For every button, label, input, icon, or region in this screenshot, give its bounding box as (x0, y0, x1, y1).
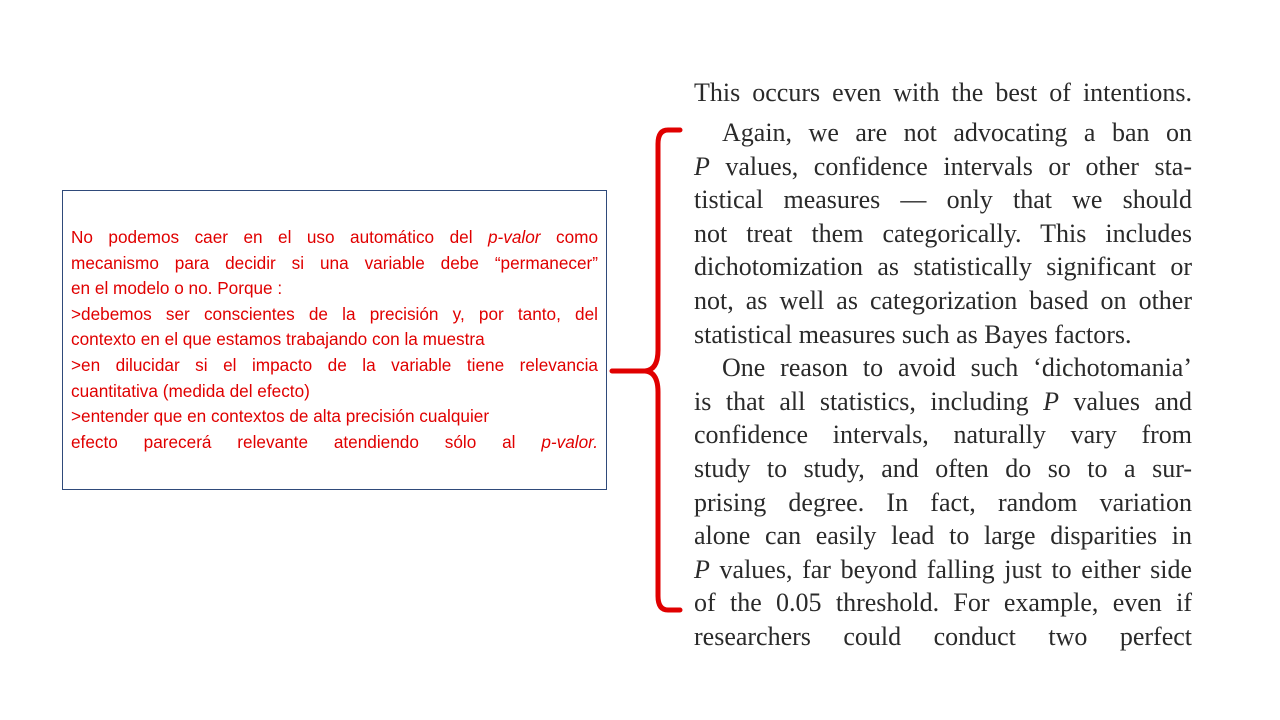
note-line: >debemos ser conscientes de la precisión y, por tanto, del (71, 303, 598, 324)
note-box (62, 190, 607, 490)
excerpt-line: P values, far beyond falling just to either side (694, 554, 1192, 584)
note-line: efecto parecerá relevante atendiendo sólo al p-valor. (71, 431, 598, 452)
excerpt-line: One reason to avoid such ‘dichotomania’ (722, 353, 1192, 383)
curly-brace-icon (600, 120, 690, 620)
excerpt-line: confidence intervals, naturally vary from (694, 420, 1192, 450)
excerpt-line: Again, we are not advocating a ban on (722, 118, 1192, 147)
excerpt-line: of the 0.05 threshold. For example, even if (694, 588, 1192, 618)
excerpt-line: not, as well as categorization based on other (694, 285, 1192, 315)
excerpt-body (694, 116, 1192, 654)
excerpt-cut-line-top: This occurs even with the best of intentions. (694, 78, 1192, 107)
excerpt-line: prising degree. In fact, random variation (694, 487, 1192, 517)
note-line: No podemos caer en el uso automático del p-valor como (71, 227, 598, 247)
article-excerpt (694, 78, 1192, 651)
excerpt-cut-line-bottom: researchers could conduct two perfect (694, 621, 1192, 651)
excerpt-line: dichotomization as statistically significant or (694, 252, 1192, 282)
note-line: >en dilucidar si el impacto de la variable tiene relevancia (71, 354, 598, 375)
note-line: en el modelo o no. Porque : (71, 278, 283, 299)
excerpt-line: is that all statistics, including P values and (694, 386, 1192, 416)
note-line: cuantitativa (medida del efecto) (71, 380, 310, 401)
excerpt-line: statistical measures such as Bayes factors. (694, 319, 1132, 349)
excerpt-line: not treat them categorically. This includes (694, 218, 1192, 248)
excerpt-line: tistical measures — only that we should (694, 185, 1192, 215)
excerpt-line: alone can easily lead to large disparities in (694, 521, 1192, 551)
excerpt-line: study to study, and often do so to a sur- (694, 453, 1192, 483)
note-line: >entender que en contextos de alta precisión cualquier (71, 406, 490, 427)
note-line: mecanismo para decidir si una variable debe “permanecer” (71, 252, 598, 273)
excerpt-line: P values, confidence intervals or other sta- (694, 151, 1192, 181)
note-line: contexto en el que estamos trabajando con la muestra (71, 329, 485, 350)
